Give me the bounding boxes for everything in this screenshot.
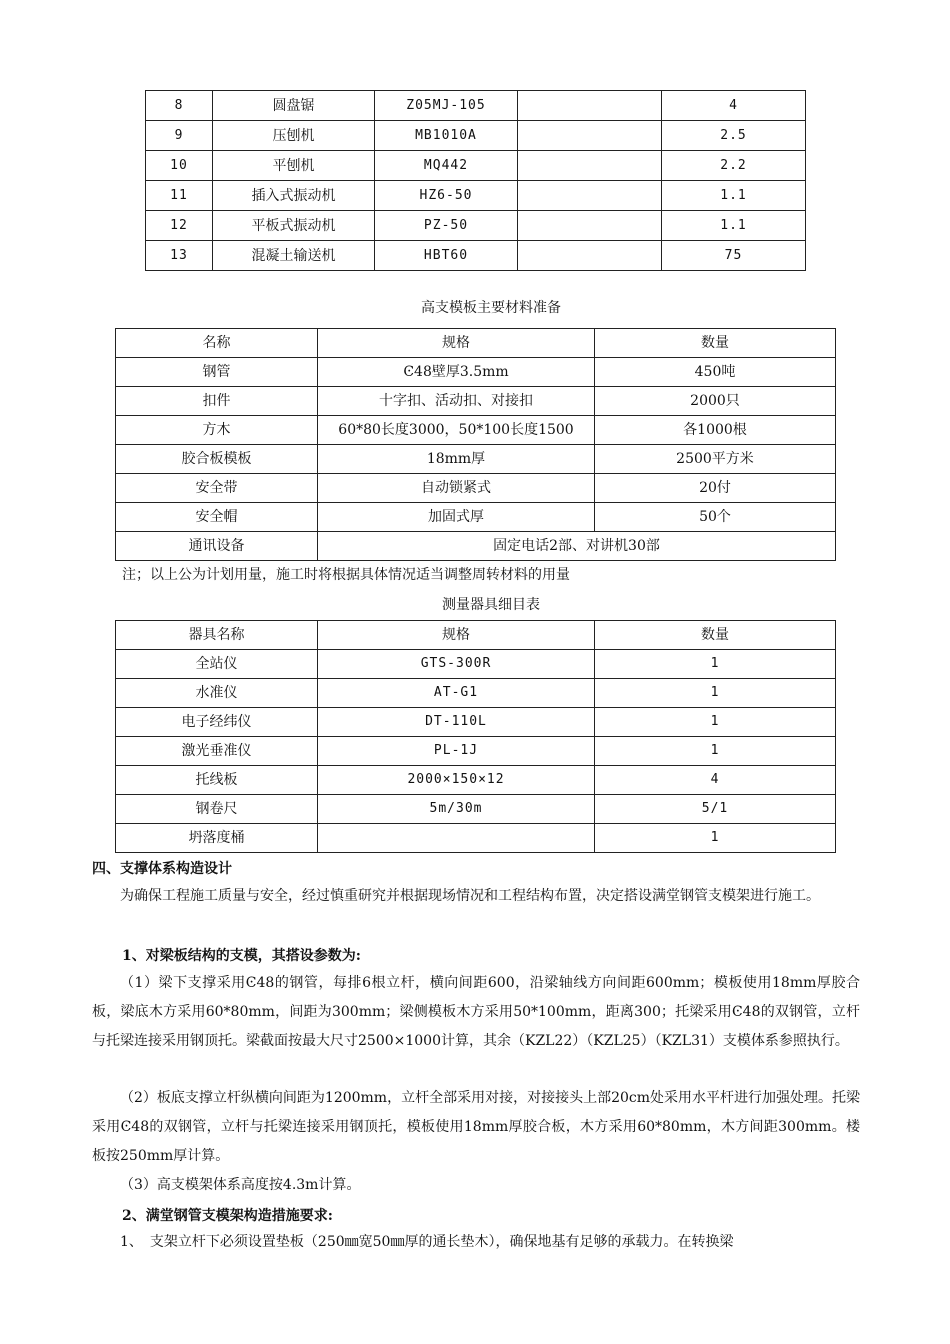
paragraph-4: 1、 支架立杆下必须设置垫板（250㎜宽50㎜厚的通长垫木），确保地基有足够的承载力。在转换梁 bbox=[120, 1234, 734, 1250]
paragraph-3: （3）高支模架体系高度按4.3m计算。 bbox=[120, 1177, 361, 1193]
header-name: 器具名称 bbox=[116, 621, 318, 650]
cell-name: 平板式振动机 bbox=[213, 211, 375, 241]
cell-model: PZ-50 bbox=[375, 211, 518, 241]
cell-name: 混凝土输送机 bbox=[213, 241, 375, 271]
equipment-row bbox=[146, 121, 806, 151]
cell-blank bbox=[518, 241, 662, 271]
cell-name: 通讯设备 bbox=[116, 532, 318, 561]
instruments-row bbox=[116, 650, 836, 679]
materials-note: 注；以上公为计划用量，施工时将根据具体情况适当调整周转材料的用量 bbox=[122, 567, 570, 583]
cell-no: 10 bbox=[146, 151, 213, 181]
cell-no: 12 bbox=[146, 211, 213, 241]
instruments-header-row bbox=[116, 621, 836, 650]
section-heading: 四、支撑体系构造设计 bbox=[92, 861, 232, 877]
cell-power: 2.5 bbox=[662, 121, 806, 151]
cell-spec: DT-110L bbox=[318, 708, 595, 737]
instruments-title: 测量器具细目表 bbox=[442, 597, 540, 613]
materials-title: 高支模板主要材料准备 bbox=[421, 300, 561, 316]
equipment-row bbox=[146, 91, 806, 121]
cell-name: 全站仪 bbox=[116, 650, 318, 679]
cell-no: 9 bbox=[146, 121, 213, 151]
materials-row bbox=[116, 445, 836, 474]
cell-spec: 60*80长度3000，50*100长度1500 bbox=[318, 416, 595, 445]
cell-blank bbox=[518, 181, 662, 211]
cell-qty: 各1000根 bbox=[595, 416, 836, 445]
cell-model: Z05MJ-105 bbox=[375, 91, 518, 121]
cell-power: 1.1 bbox=[662, 181, 806, 211]
subheading-1: 1、对梁板结构的支模，其搭设参数为: bbox=[122, 948, 361, 964]
materials-header-row bbox=[116, 329, 836, 358]
cell-qty: 450吨 bbox=[595, 358, 836, 387]
cell-name: 钢管 bbox=[116, 358, 318, 387]
materials-comm-row bbox=[116, 532, 836, 561]
cell-name: 激光垂准仪 bbox=[116, 737, 318, 766]
cell-spec: 自动锁紧式 bbox=[318, 474, 595, 503]
instruments-row bbox=[116, 708, 836, 737]
cell-qty: 5/1 bbox=[595, 795, 836, 824]
cell-qty: 50个 bbox=[595, 503, 836, 532]
cell-spec: Ͼ48壁厚3.5mm bbox=[318, 358, 595, 387]
cell-qty: 1 bbox=[595, 650, 836, 679]
cell-blank bbox=[518, 151, 662, 181]
equipment-row bbox=[146, 211, 806, 241]
cell-no: 11 bbox=[146, 181, 213, 211]
cell-no: 13 bbox=[146, 241, 213, 271]
cell-power: 1.1 bbox=[662, 211, 806, 241]
materials-row bbox=[116, 416, 836, 445]
cell-spec: 5m/30m bbox=[318, 795, 595, 824]
cell-blank bbox=[518, 211, 662, 241]
materials-row bbox=[116, 474, 836, 503]
cell-power: 75 bbox=[662, 241, 806, 271]
cell-qty: 2000只 bbox=[595, 387, 836, 416]
cell-spec: GTS-300R bbox=[318, 650, 595, 679]
cell-model: HBT60 bbox=[375, 241, 518, 271]
cell-spec bbox=[318, 824, 595, 853]
paragraph-2: （2）板底支撑立杆纵横向间距为1200mm，立杆全部采用对接，对接接头上部20cm处采用水平杆进行加强处理。托梁采用Ͼ48的双钢管，立杆与托梁连接采用钢顶托，模板使用18mm厚胶合板，木方采用60*80mm，木方间距300mm。楼板按250mm厚计算。 bbox=[92, 1090, 861, 1164]
header-qty: 数量 bbox=[595, 329, 836, 358]
cell-spec: AT-G1 bbox=[318, 679, 595, 708]
instruments-row bbox=[116, 679, 836, 708]
cell-power: 4 bbox=[662, 91, 806, 121]
materials-table bbox=[115, 328, 836, 561]
cell-qty: 1 bbox=[595, 708, 836, 737]
cell-model: MQ442 bbox=[375, 151, 518, 181]
cell-name: 电子经纬仪 bbox=[116, 708, 318, 737]
cell-name: 水准仪 bbox=[116, 679, 318, 708]
cell-name: 安全帽 bbox=[116, 503, 318, 532]
instruments-table bbox=[115, 620, 836, 853]
subheading-2: 2、满堂钢管支模架构造措施要求: bbox=[122, 1208, 333, 1224]
cell-name: 方木 bbox=[116, 416, 318, 445]
header-spec: 规格 bbox=[318, 329, 595, 358]
cell-comm-value: 固定电话2部、对讲机30部 bbox=[318, 532, 836, 561]
cell-name: 胶合板模板 bbox=[116, 445, 318, 474]
equipment-table bbox=[145, 90, 806, 271]
cell-name: 坍落度桶 bbox=[116, 824, 318, 853]
materials-row bbox=[116, 503, 836, 532]
cell-qty: 1 bbox=[595, 679, 836, 708]
header-spec: 规格 bbox=[318, 621, 595, 650]
intro-paragraph: 为确保工程施工质量与安全，经过慎重研究并根据现场情况和工程结构布置，决定搭设满堂钢管支模架进行施工。 bbox=[120, 888, 820, 904]
cell-qty: 20付 bbox=[595, 474, 836, 503]
cell-model: HZ6-50 bbox=[375, 181, 518, 211]
cell-name: 安全带 bbox=[116, 474, 318, 503]
cell-spec: 十字扣、活动扣、对接扣 bbox=[318, 387, 595, 416]
cell-name: 托线板 bbox=[116, 766, 318, 795]
instruments-row bbox=[116, 824, 836, 853]
materials-row bbox=[116, 358, 836, 387]
cell-qty: 4 bbox=[595, 766, 836, 795]
cell-spec: PL-1J bbox=[318, 737, 595, 766]
materials-row bbox=[116, 387, 836, 416]
cell-spec: 2000×150×12 bbox=[318, 766, 595, 795]
cell-name: 插入式振动机 bbox=[213, 181, 375, 211]
cell-spec: 加固式厚 bbox=[318, 503, 595, 532]
instruments-row bbox=[116, 795, 836, 824]
cell-name: 压刨机 bbox=[213, 121, 375, 151]
instruments-row bbox=[116, 737, 836, 766]
equipment-row bbox=[146, 241, 806, 271]
cell-qty: 2500平方米 bbox=[595, 445, 836, 474]
cell-blank bbox=[518, 121, 662, 151]
cell-model: MB1010A bbox=[375, 121, 518, 151]
cell-name: 钢卷尺 bbox=[116, 795, 318, 824]
instruments-row bbox=[116, 766, 836, 795]
equipment-row bbox=[146, 181, 806, 211]
equipment-row bbox=[146, 151, 806, 181]
header-qty: 数量 bbox=[595, 621, 836, 650]
paragraph-1: （1）梁下支撑采用Ͼ48的钢管，每排6根立杆，横向间距600，沿梁轴线方向间距600mm；模板使用18mm厚胶合板，梁底木方采用60*80mm，间距为300mm；梁侧模板木方采用50*100mm，距离300；托梁采用Ͼ48的双钢管，立杆与托梁连接采用钢顶托。梁截面按最大尺寸2500×1000计算，其余（KZL22）（KZL25）（KZL31）支模体系参照执行。 bbox=[92, 975, 860, 1049]
cell-qty: 1 bbox=[595, 737, 836, 766]
cell-power: 2.2 bbox=[662, 151, 806, 181]
cell-name: 平刨机 bbox=[213, 151, 375, 181]
cell-qty: 1 bbox=[595, 824, 836, 853]
cell-name: 扣件 bbox=[116, 387, 318, 416]
cell-name: 圆盘锯 bbox=[213, 91, 375, 121]
cell-no: 8 bbox=[146, 91, 213, 121]
cell-blank bbox=[518, 91, 662, 121]
header-name: 名称 bbox=[116, 329, 318, 358]
cell-spec: 18mm厚 bbox=[318, 445, 595, 474]
